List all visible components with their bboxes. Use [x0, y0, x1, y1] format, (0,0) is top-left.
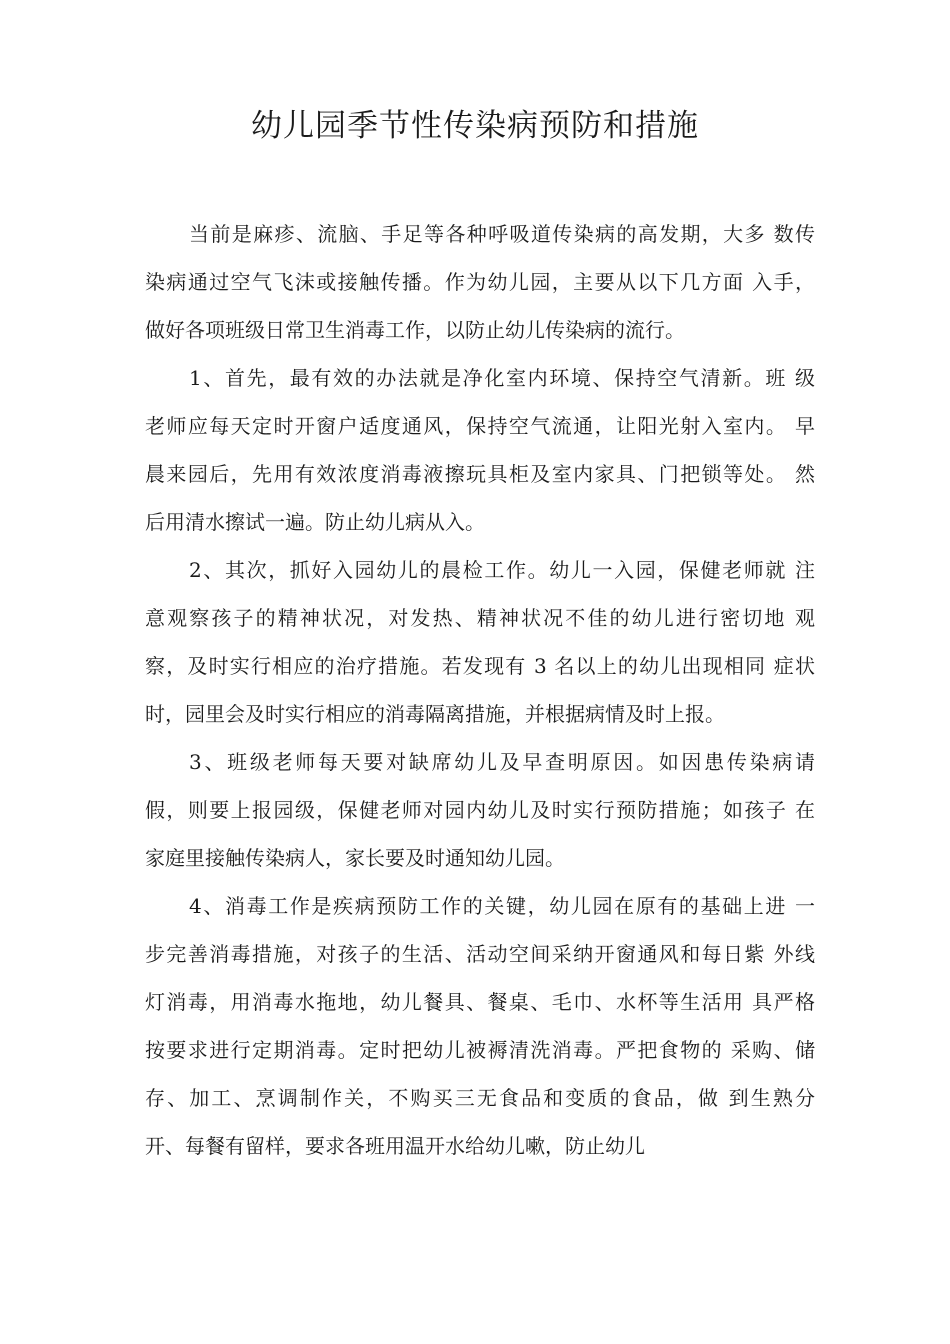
paragraph-line: 开、每餐有留样，要求各班用温开水给幼儿嗽，防止幼儿: [145, 1134, 645, 1158]
paragraph-item-1: [145, 354, 815, 546]
document-title: 幼儿园季节性传染病预防和措施: [251, 108, 699, 144]
paragraph-line: 步完善消毒措施，对孩子的生活、活动空间采纳开窗通风和每日紫 外线: [145, 942, 815, 966]
paragraph-line: 存、加工、烹调制作关，不购买三无食品和变质的食品，做 到生熟分: [145, 1086, 815, 1110]
paragraph-line: 假，则要上报园级，保健老师对园内幼儿及时实行预防措施；如孩子 在: [145, 798, 815, 822]
paragraph-line: 老师应每天定时开窗户适度通风，保持空气流通，让阳光射入室内。 早: [145, 414, 815, 438]
paragraph-line: 晨来园后，先用有效浓度消毒液擦玩具柜及室内家具、门把锁等处。 然: [145, 462, 815, 486]
paragraph-item-4: [145, 882, 815, 1170]
paragraph-line: 家庭里接触传染病人，家长要及时通知幼儿园。: [145, 846, 565, 870]
paragraph-line: 1、首先，最有效的办法就是净化室内环境、保持空气清新。班 级: [189, 366, 815, 390]
paragraph-item-2: [145, 546, 815, 738]
paragraph-line: 3、班级老师每天要对缺席幼儿及早查明原因。如因患传染病请: [189, 750, 815, 774]
paragraph-line: 当前是麻疹、流脑、手足等各种呼吸道传染病的高发期，大多 数传: [189, 222, 815, 246]
document-body: [145, 210, 815, 1170]
paragraph-line: 染病通过空气飞沫或接触传播。作为幼儿园，主要从以下几方面 入手，: [145, 270, 815, 294]
paragraph-line: 灯消毒，用消毒水拖地，幼儿餐具、餐桌、毛巾、水杯等生活用 具严格: [145, 990, 815, 1014]
paragraph-line: 4、消毒工作是疾病预防工作的关键，幼儿园在原有的基础上进 一: [189, 894, 815, 918]
paragraph-line: 2、其次，抓好入园幼儿的晨检工作。幼儿一入园，保健老师就 注: [189, 558, 815, 582]
paragraph-line: 时，园里会及时实行相应的消毒隔离措施，并根据病情及时上报。: [145, 702, 725, 726]
paragraph-intro: [145, 210, 815, 354]
paragraph-line: 意观察孩子的精神状况，对发热、精神状况不佳的幼儿进行密切地 观: [145, 606, 815, 630]
paragraph-line: 后用清水擦试一遍。防止幼儿病从入。: [145, 510, 485, 534]
paragraph-line: 做好各项班级日常卫生消毒工作，以防止幼儿传染病的流行。: [145, 318, 685, 342]
paragraph-line: 按要求进行定期消毒。定时把幼儿被褥清洗消毒。严把食物的 采购、储: [145, 1038, 815, 1062]
paragraph-line: 察，及时实行相应的治疗措施。若发现有 3 名以上的幼儿出现相同 症状: [145, 654, 815, 678]
paragraph-item-3: [145, 738, 815, 882]
